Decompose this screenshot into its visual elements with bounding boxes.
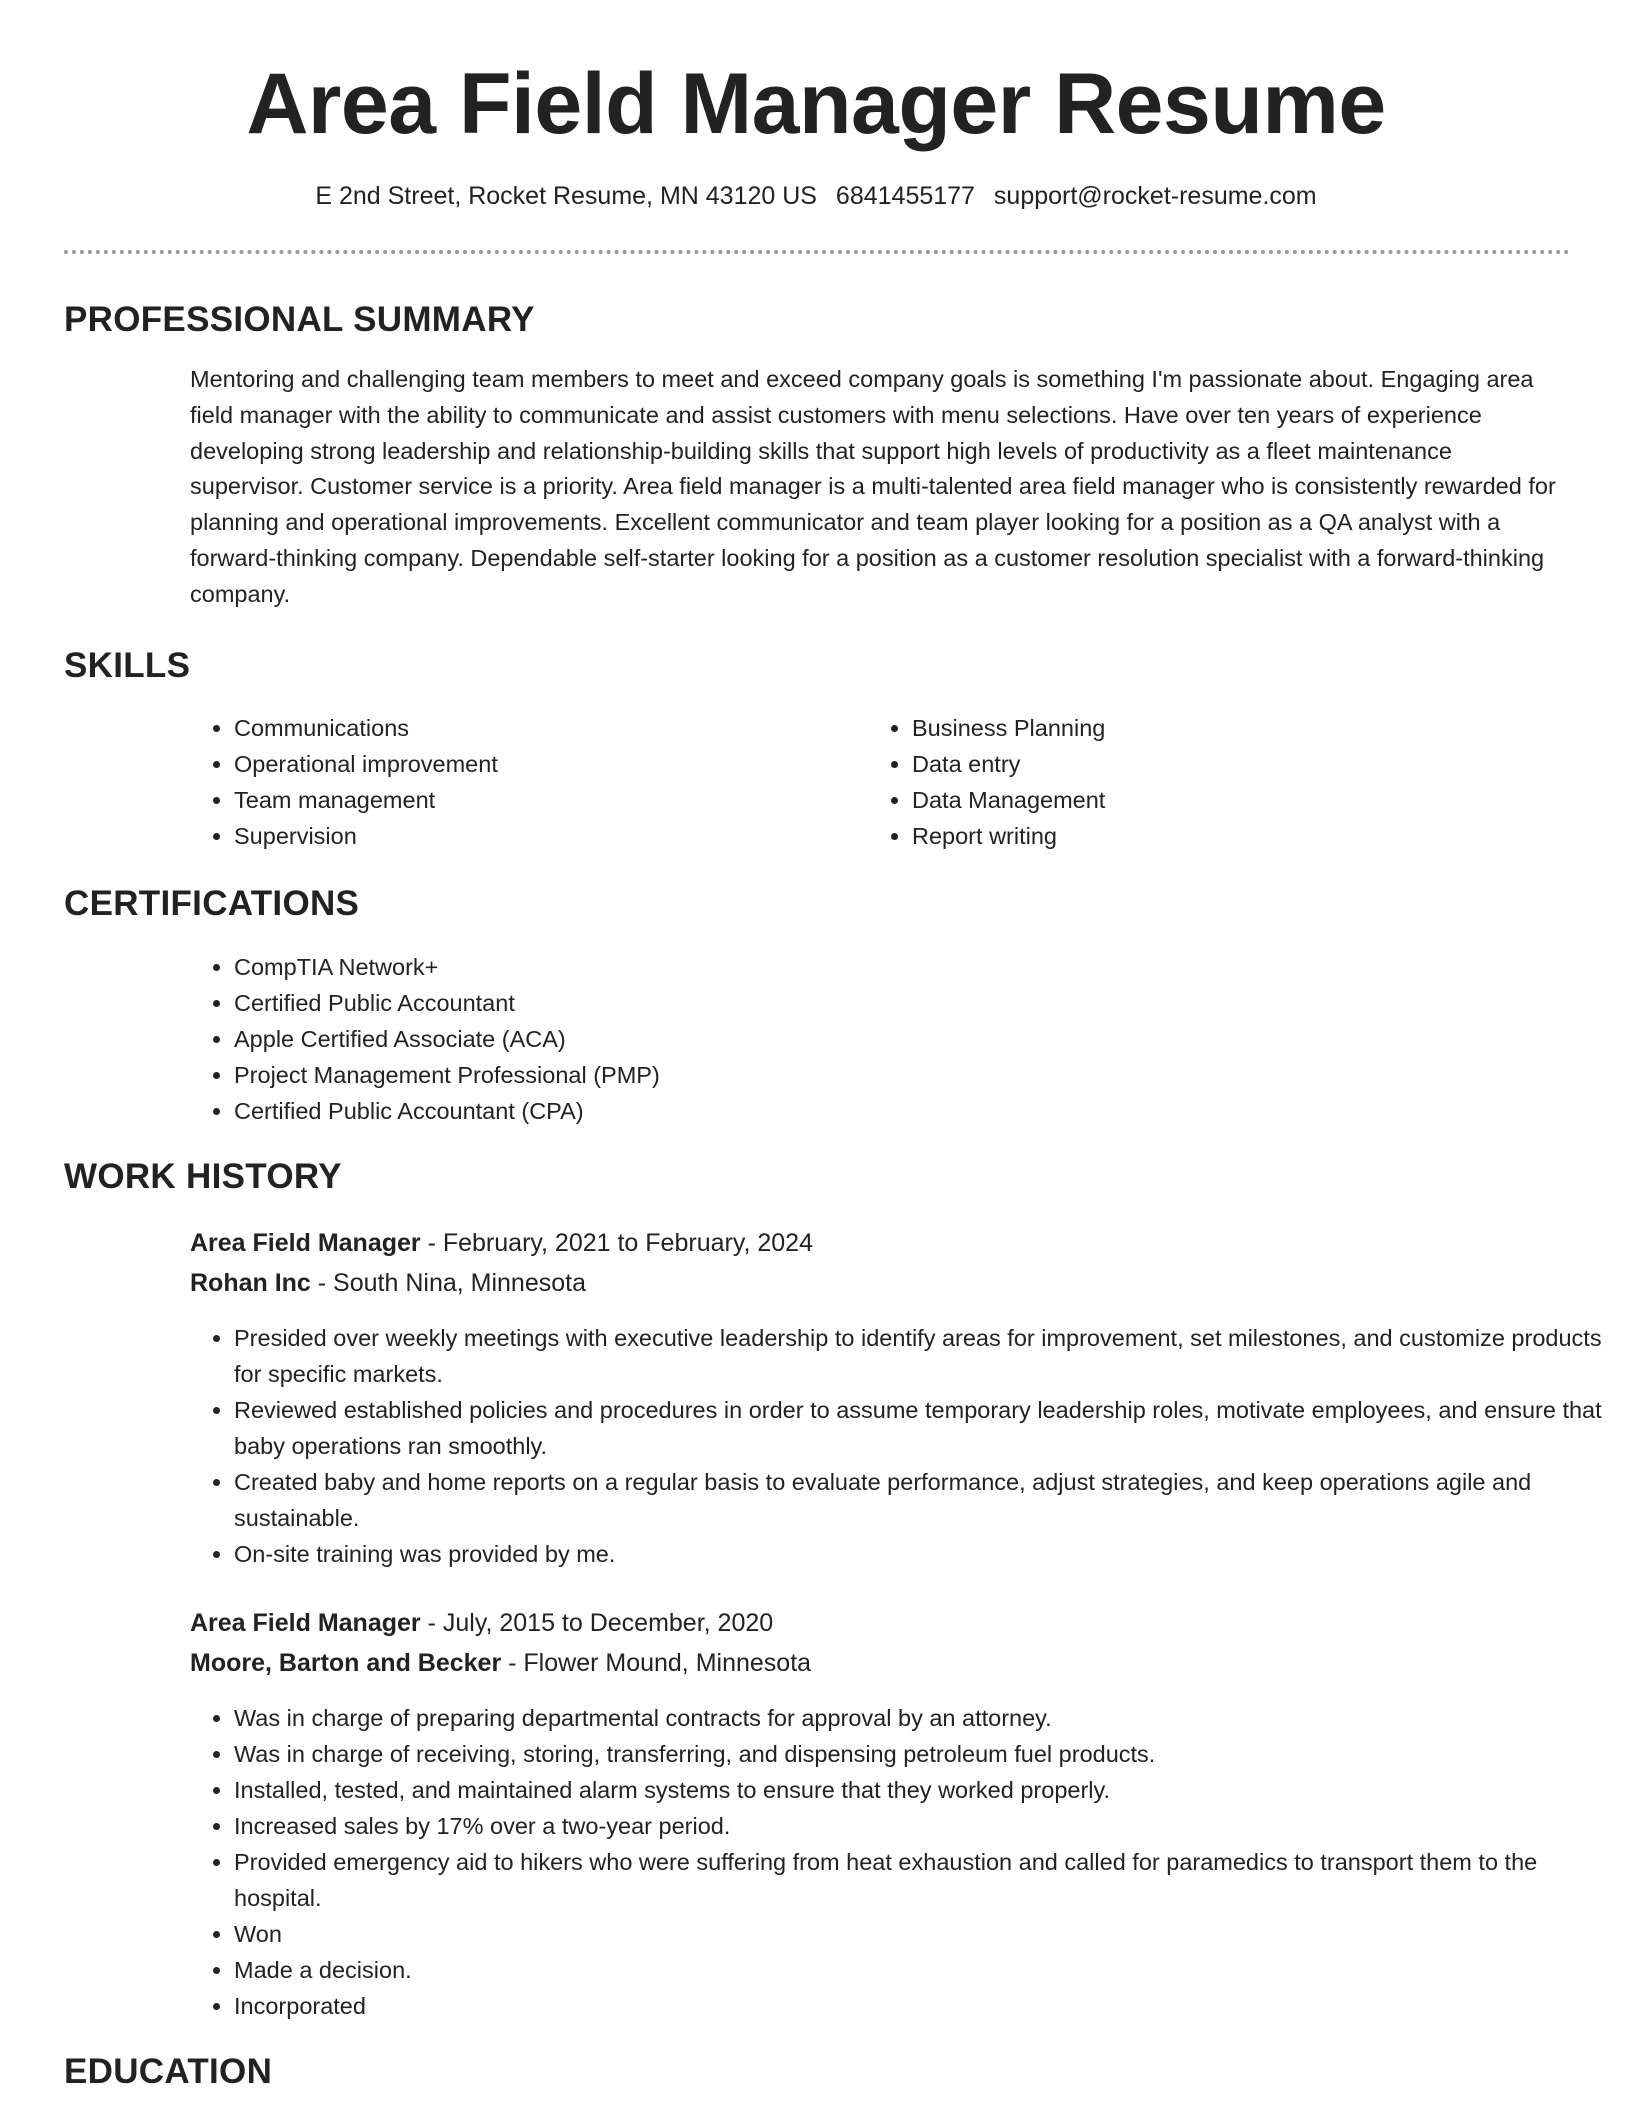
job-title: Area Field Manager [190,1229,421,1257]
skills-list-left [190,710,854,854]
list-item: • Apple Certified Associate (ACA) [234,1021,1614,1057]
job-location: - Flower Mound, Minnesota [501,1649,812,1677]
job-company-line [190,1266,586,1300]
certifications-list [190,949,1614,1129]
list-item: • On-site training was provided by me. [234,1536,1606,1572]
job-location: - South Nina, Minnesota [310,1269,586,1297]
list-item: • Increased sales by 17% over a two-year period. [234,1808,1606,1844]
list-item: • Business Planning [912,710,1532,746]
section-title-work-history: WORK HISTORY [64,1157,342,1196]
list-item: • Incorporated [234,1988,1606,2024]
list-item: • Reviewed established policies and procedures in order to assume temporary leadership roles, motivate employees, and ensure that baby operations ran smoothly. [234,1392,1606,1464]
header-divider [64,250,1570,254]
list-item: • Created baby and home reports on a regular basis to evaluate performance, adjust strategies, and keep operations agile and sustainable. [234,1464,1606,1536]
list-item: • Was in charge of receiving, storing, transferring, and dispensing petroleum fuel products. [234,1736,1606,1772]
list-item: • Data entry [912,746,1532,782]
list-item: • Team management [234,782,854,818]
resume-title: Area Field Manager Resume [246,56,1386,152]
section-title-education: EDUCATION [64,2052,273,2091]
list-item: • Supervision [234,818,854,854]
job-company: Rohan Inc [190,1269,311,1297]
contact-address: E 2nd Street, Rocket Resume, MN 43120 US [315,182,817,210]
job-title-line [190,1226,813,1260]
list-item: • CompTIA Network+ [234,949,1614,985]
list-item: • Was in charge of preparing departmental contracts for approval by an attorney. [234,1700,1606,1736]
section-title-certifications: CERTIFICATIONS [64,884,360,923]
list-item: • Communications [234,710,854,746]
resume-header [0,0,1632,212]
list-item: • Provided emergency aid to hikers who were suffering from heat exhaustion and called for paramedics to transport them to the hospital. [234,1844,1606,1916]
list-item: • Data Management [912,782,1532,818]
skills-list-right [868,710,1532,854]
list-item: • Project Management Professional (PMP) [234,1057,1614,1093]
list-item: • Certified Public Accountant (CPA) [234,1093,1614,1129]
contact-email: support@rocket-resume.com [993,182,1317,210]
contact-phone: 6841455177 [835,182,975,210]
list-item: • Certified Public Accountant [234,985,1614,1021]
job-bullets [190,1700,1606,2024]
list-item: • Presided over weekly meetings with executive leadership to identify areas for improvement, set milestones, and customize products for specific markets. [234,1320,1606,1392]
list-item: • Made a decision. [234,1952,1606,1988]
section-title-summary: PROFESSIONAL SUMMARY [64,300,535,339]
contact-line [0,180,1632,212]
summary-text: Mentoring and challenging team members to meet and exceed company goals is something I'm passionate about. Engaging area field manager with the ability to communicate and assist customers with menu selections. Have over ten years of experience developing strong leadership and relationship-building skills that support high levels of productivity as a fleet maintenance supervisor. Customer service is a priority. Area field manager is a multi-talented area field manager who is consistently rewarded for planning and operational improvements. Excellent communicator and team player looking for a position as a QA analyst with a forward-thinking company. Dependable self-starter looking for a position as a customer resolution specialist with a forward-thinking company. [190,366,1556,607]
job-title: Area Field Manager [190,1609,421,1637]
list-item: • Installed, tested, and maintained alarm systems to ensure that they worked properly. [234,1772,1606,1808]
job-company: Moore, Barton and Becker [190,1649,502,1677]
job-bullets [190,1320,1606,1572]
list-item: • Won [234,1916,1606,1952]
job-dates: - February, 2021 to February, 2024 [420,1229,813,1257]
list-item: • Operational improvement [234,746,854,782]
job-dates: - July, 2015 to December, 2020 [420,1609,774,1637]
list-item: • Report writing [912,818,1532,854]
job-title-line [190,1606,773,1640]
job-company-line [190,1646,811,1680]
section-title-skills: SKILLS [64,646,191,685]
